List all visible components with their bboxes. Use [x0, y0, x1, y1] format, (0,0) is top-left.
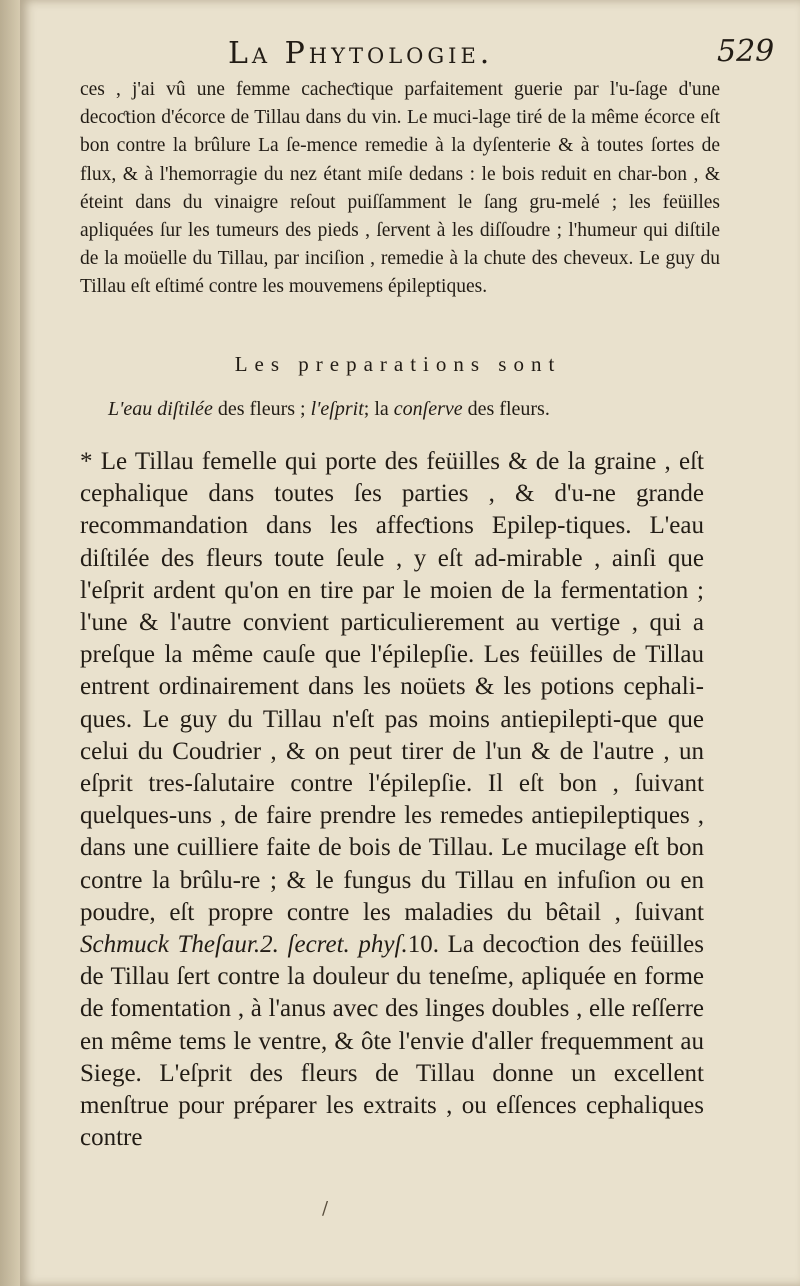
preparation-separator: des fleurs ;: [212, 398, 311, 420]
citation: Schmuck Theſaur.2. ſecret. phyſ.: [80, 931, 408, 959]
preparation-separator: ; la: [363, 398, 394, 420]
preparation-item: L'eau diſtilée: [108, 398, 213, 420]
preparation-item: l'eſprit: [310, 398, 364, 420]
section-heading: Les preparations sont: [234, 352, 562, 376]
paragraph-2: [80, 446, 704, 1154]
paragraph-2-text-b: 10. La decoƈtion des feüilles de Tillau ſert contre la douleur du teneſme, apliquée en forme de fomentation , à l'anus avec des linges doubles , elle reſſerre en même tems le ventre, & ôte l'envie d'aller frequemment au Siege. L'eſprit des fleurs de Tillau donne un excellent menſtrue pour préparer les extraits , ou eſſences cephaliques contre: [80, 931, 704, 1152]
paragraph-1: ces , j'ai vû une femme cacheƈtique parfaitement guerie par l'u-ſage d'une decoƈtion d'écorce de Tillau dans du vin. Le muci-lage tiré de la même écorce eſt bon contre la brûlure La ſe-mence remedie à la dyſenterie & à toutes ſortes de flux, & à l'hemorragie du nez étant miſe dedans : le bois reduit en char-bon , & éteint dans du vinaigre reſout puiſſamment le ſang gru-melé ; les feüilles apliquées ſur les tumeurs des pieds , ſervent à les diſſoudre ; l'humeur qui diſtile de la moüelle du Tillau, par inciſion , remedie à la chute des cheveux. Le guy du Tillau eſt eſtimé contre les mouvemens épileptiques.: [80, 79, 720, 298]
preparations-line: [108, 398, 668, 421]
binding-gutter: [0, 0, 20, 1286]
running-title: La Phytologie.: [228, 36, 494, 71]
stray-pen-mark: /: [322, 1198, 329, 1219]
preparation-item: conſerve: [393, 398, 463, 420]
page-header: [0, 34, 800, 74]
page-number: 529: [717, 34, 775, 69]
paragraph-2-text-a: * Le Tillau femelle qui porte des feüilles & de la graine , eſt cephalique dans toutes ſes parties , & d'u-ne grande recommandation dans les affeƈtions Epilep-tiques. L'eau diſtilée des fleurs toute ſeule , y eſt ad-mirable , ainſi que l'eſprit ardent qu'on en tire par le moien de la fermentation ; l'une & l'autre convient particulierement au vertige , qui a preſque la même cauſe que l'épilepſie. Les feüilles de Tillau entrent ordinairement dans les noüets & les potions cephali-ques. Le guy du Tillau n'eſt pas moins antiepilepti-que que celui du Coudrier , & on peut tirer de l'un & de l'autre , un eſprit tres-ſalutaire contre l'épilepſie. Il eſt bon , ſuivant quelques-uns , de faire prendre les remedes antiepileptiques , dans une cuilliere faite de bois de Tillau. Le mucilage eſt bon contre la brûlu-re ; & le fungus du Tillau en infuſion ou en poudre, eſt propre contre les maladies du bêtail , ſuivant: [80, 448, 704, 926]
preparation-separator: des fleurs.: [462, 398, 550, 420]
